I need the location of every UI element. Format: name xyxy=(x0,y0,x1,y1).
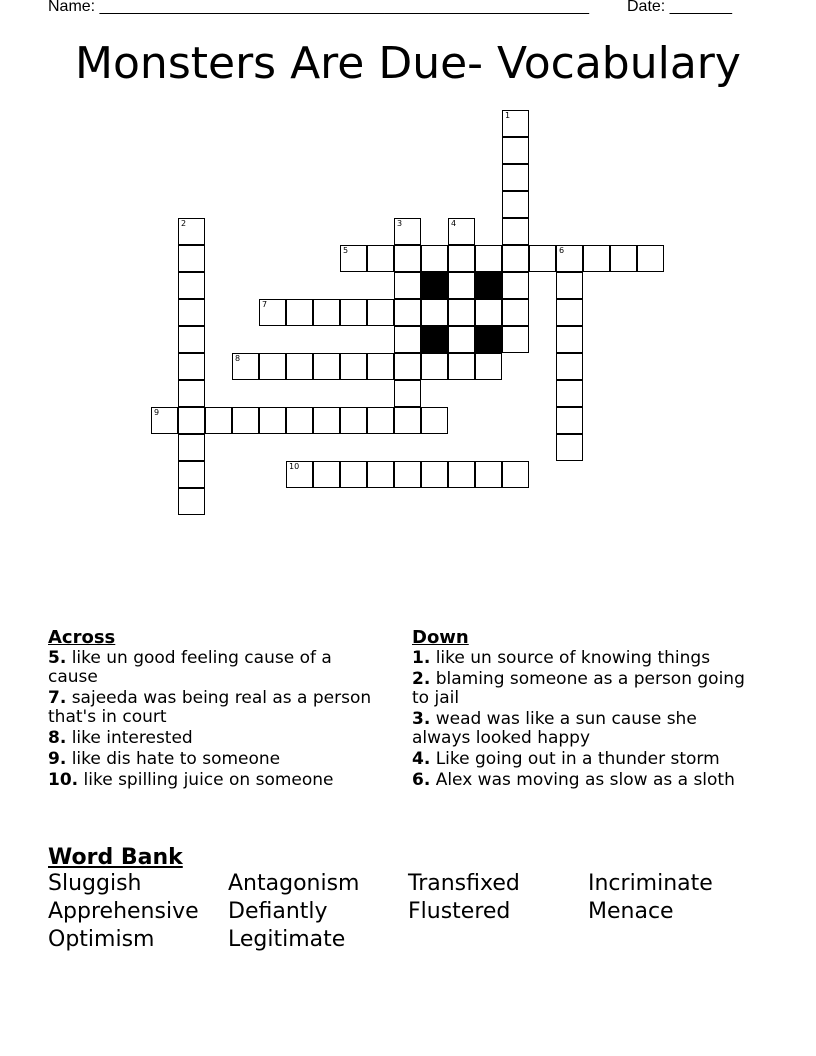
grid-cell[interactable] xyxy=(448,461,475,488)
grid-cell[interactable] xyxy=(232,407,259,434)
word-bank-item: Flustered xyxy=(408,899,511,924)
word-bank xyxy=(48,873,768,951)
grid-cell[interactable] xyxy=(286,461,313,488)
grid-cell[interactable] xyxy=(556,245,583,272)
grid-cell[interactable] xyxy=(556,272,583,299)
grid-cell[interactable] xyxy=(232,353,259,380)
down-clue xyxy=(412,649,752,668)
clue-text: blaming someone as a person going to jail xyxy=(412,669,745,708)
grid-cell[interactable] xyxy=(313,353,340,380)
grid-cell[interactable] xyxy=(178,380,205,407)
grid-cell[interactable] xyxy=(502,137,529,164)
grid-cell[interactable] xyxy=(367,245,394,272)
grid-cell[interactable] xyxy=(178,299,205,326)
word-bank-item: Incriminate xyxy=(588,871,713,896)
grid-cell[interactable] xyxy=(340,299,367,326)
grid-cell[interactable] xyxy=(259,353,286,380)
grid-cell[interactable] xyxy=(313,461,340,488)
page-title: Monsters Are Due- Vocabulary xyxy=(75,38,741,89)
cell-number: 8 xyxy=(235,354,241,363)
grid-block xyxy=(475,326,502,353)
clue-number: 9. xyxy=(48,749,67,769)
down-heading: Down xyxy=(412,627,469,648)
grid-cell[interactable] xyxy=(178,434,205,461)
grid-cell[interactable] xyxy=(178,245,205,272)
grid-cell[interactable] xyxy=(367,353,394,380)
across-clues xyxy=(48,628,378,792)
grid-block xyxy=(421,272,448,299)
grid-cell[interactable] xyxy=(610,245,637,272)
grid-cell[interactable] xyxy=(448,326,475,353)
grid-cell[interactable] xyxy=(259,407,286,434)
word-bank-item: Menace xyxy=(588,899,674,924)
grid-cell[interactable] xyxy=(448,245,475,272)
grid-cell[interactable] xyxy=(205,407,232,434)
grid-cell[interactable] xyxy=(394,461,421,488)
grid-cell[interactable] xyxy=(394,245,421,272)
grid-cell[interactable] xyxy=(286,353,313,380)
name-field[interactable]: Name: _______________________________________________________ xyxy=(48,0,589,15)
grid-cell[interactable] xyxy=(583,245,610,272)
grid-cell[interactable] xyxy=(178,326,205,353)
grid-cell[interactable] xyxy=(502,191,529,218)
clue-text: Like going out in a thunder storm xyxy=(435,749,720,769)
clue-number: 5. xyxy=(48,648,67,668)
grid-cell[interactable] xyxy=(394,407,421,434)
grid-cell[interactable] xyxy=(313,299,340,326)
grid-cell[interactable] xyxy=(421,461,448,488)
date-field[interactable]: Date: _______ xyxy=(627,0,732,15)
clue-text: like dis hate to someone xyxy=(71,749,281,769)
down-clue xyxy=(412,710,752,748)
grid-cell[interactable] xyxy=(421,245,448,272)
grid-cell[interactable] xyxy=(394,353,421,380)
grid-cell[interactable] xyxy=(637,245,664,272)
clue-text: like interested xyxy=(71,728,193,748)
grid-cell[interactable] xyxy=(475,353,502,380)
word-bank-item: Transfixed xyxy=(408,871,520,896)
grid-cell[interactable] xyxy=(340,245,367,272)
clue-number: 3. xyxy=(412,709,431,729)
grid-cell[interactable] xyxy=(475,245,502,272)
grid-cell[interactable] xyxy=(340,461,367,488)
grid-cell[interactable] xyxy=(502,299,529,326)
down-clues xyxy=(412,628,752,792)
word-bank-item: Apprehensive xyxy=(48,899,199,924)
grid-cell[interactable] xyxy=(178,407,205,434)
grid-cell[interactable] xyxy=(394,380,421,407)
cell-number: 5 xyxy=(343,246,349,255)
grid-cell[interactable] xyxy=(394,326,421,353)
grid-cell[interactable] xyxy=(259,299,286,326)
grid-cell[interactable] xyxy=(556,380,583,407)
grid-cell[interactable] xyxy=(178,218,205,245)
grid-cell[interactable] xyxy=(502,164,529,191)
grid-block xyxy=(475,272,502,299)
cell-number: 3 xyxy=(397,219,403,228)
grid-cell[interactable] xyxy=(421,299,448,326)
across-clue xyxy=(48,750,378,769)
clue-text: like un source of knowing things xyxy=(435,648,711,668)
grid-cell[interactable] xyxy=(475,299,502,326)
across-clue xyxy=(48,689,378,727)
grid-cell[interactable] xyxy=(178,461,205,488)
clue-text: Alex was moving as slow as a sloth xyxy=(435,770,735,790)
word-bank-item: Legitimate xyxy=(228,927,346,952)
word-bank-item: Sluggish xyxy=(48,871,142,896)
grid-cell[interactable] xyxy=(502,110,529,137)
grid-cell[interactable] xyxy=(502,326,529,353)
grid-cell[interactable] xyxy=(394,299,421,326)
across-clue xyxy=(48,649,378,687)
clue-number: 1. xyxy=(412,648,431,668)
clue-text: wead was like a sun cause she always looked happy xyxy=(412,709,697,748)
grid-cell[interactable] xyxy=(421,407,448,434)
clue-number: 6. xyxy=(412,770,431,790)
grid-cell[interactable] xyxy=(286,299,313,326)
grid-block xyxy=(421,326,448,353)
clue-number: 7. xyxy=(48,688,67,708)
grid-cell[interactable] xyxy=(151,407,178,434)
grid-cell[interactable] xyxy=(286,407,313,434)
grid-cell[interactable] xyxy=(448,272,475,299)
grid-cell[interactable] xyxy=(448,218,475,245)
grid-cell[interactable] xyxy=(556,407,583,434)
grid-cell[interactable] xyxy=(340,353,367,380)
word-bank-item: Defiantly xyxy=(228,899,328,924)
across-clue xyxy=(48,771,378,790)
grid-cell[interactable] xyxy=(556,353,583,380)
down-clue xyxy=(412,750,752,769)
grid-cell[interactable] xyxy=(340,407,367,434)
grid-cell[interactable] xyxy=(556,434,583,461)
grid-cell[interactable] xyxy=(529,245,556,272)
grid-cell[interactable] xyxy=(502,218,529,245)
grid-cell[interactable] xyxy=(394,218,421,245)
cell-number: 7 xyxy=(262,300,268,309)
down-clue xyxy=(412,670,752,708)
grid-cell[interactable] xyxy=(475,461,502,488)
grid-cell[interactable] xyxy=(367,407,394,434)
grid-cell[interactable] xyxy=(394,272,421,299)
grid-cell[interactable] xyxy=(502,245,529,272)
word-bank-heading: Word Bank xyxy=(48,845,183,870)
cell-number: 2 xyxy=(181,219,187,228)
clue-number: 10. xyxy=(48,770,79,790)
cell-number: 1 xyxy=(505,111,511,120)
across-clue xyxy=(48,729,378,748)
grid-cell[interactable] xyxy=(178,272,205,299)
grid-cell[interactable] xyxy=(421,353,448,380)
down-clue xyxy=(412,771,752,790)
grid-cell[interactable] xyxy=(556,299,583,326)
word-bank-item: Optimism xyxy=(48,927,155,952)
clue-number: 4. xyxy=(412,749,431,769)
grid-cell[interactable] xyxy=(367,461,394,488)
grid-cell[interactable] xyxy=(502,272,529,299)
grid-cell[interactable] xyxy=(178,353,205,380)
grid-cell[interactable] xyxy=(502,461,529,488)
clue-text: like un good feeling cause of a cause xyxy=(48,648,332,687)
cell-number: 10 xyxy=(289,462,300,471)
grid-cell[interactable] xyxy=(367,299,394,326)
clue-text: sajeeda was being real as a person that's in court xyxy=(48,688,372,727)
clue-number: 2. xyxy=(412,669,431,689)
cell-number: 6 xyxy=(559,246,565,255)
cell-number: 4 xyxy=(451,219,457,228)
across-heading: Across xyxy=(48,627,116,648)
grid-cell[interactable] xyxy=(313,407,340,434)
grid-cell[interactable] xyxy=(556,326,583,353)
clue-text: like spilling juice on someone xyxy=(83,770,334,790)
clue-number: 8. xyxy=(48,728,67,748)
grid-cell[interactable] xyxy=(448,299,475,326)
grid-cell[interactable] xyxy=(178,488,205,515)
cell-number: 9 xyxy=(154,408,160,417)
grid-cell[interactable] xyxy=(448,353,475,380)
word-bank-item: Antagonism xyxy=(228,871,360,896)
